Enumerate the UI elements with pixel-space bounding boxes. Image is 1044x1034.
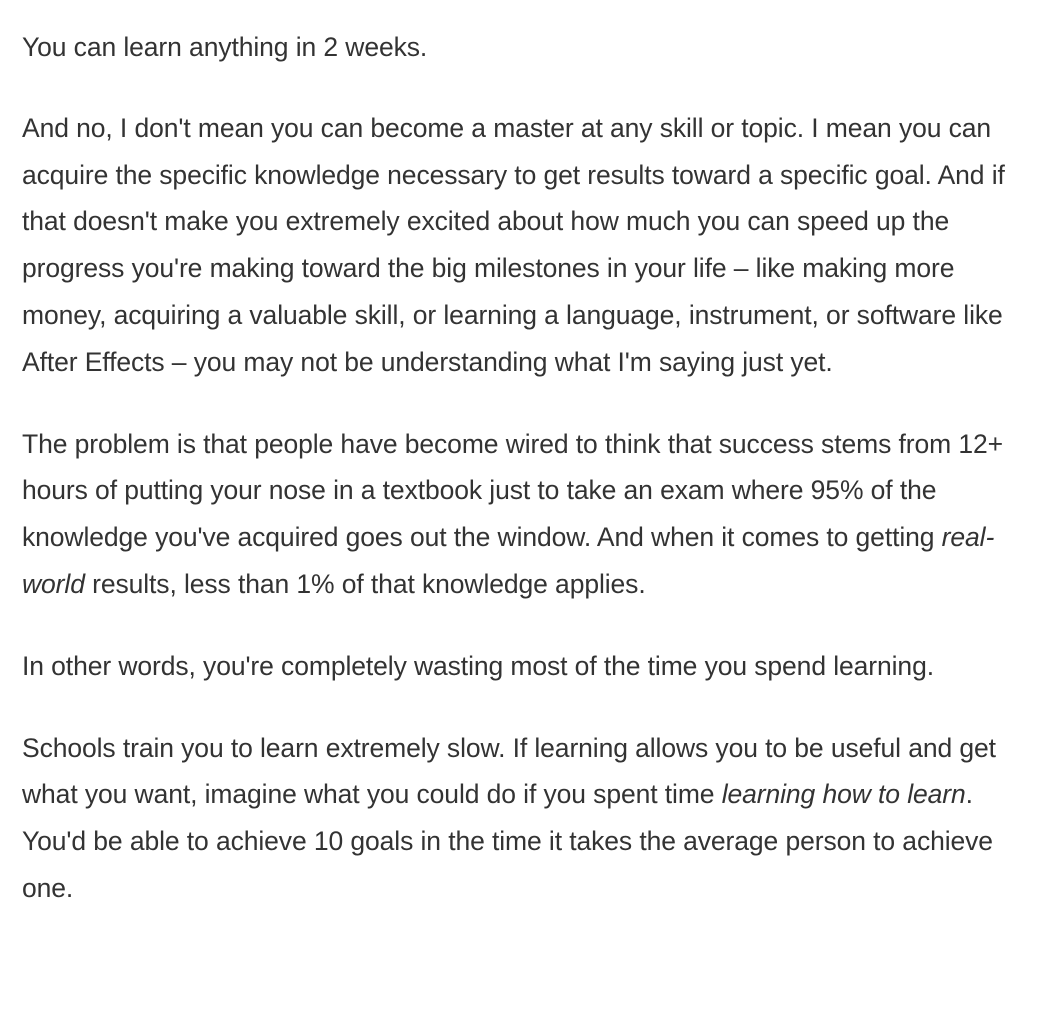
paragraph-other-words-text: In other words, you're completely wasting most of the time you spend learning. bbox=[22, 650, 934, 681]
paragraph-schools bbox=[22, 725, 1022, 912]
paragraph-schools-emphasis: learning how to learn bbox=[721, 779, 966, 810]
paragraph-schools-text-end: . You'd be able to achieve 10 goals in the time it takes the average person to achieve one. bbox=[22, 779, 993, 903]
paragraph-explanation-text: And no, I don't mean you can become a master at any skill or topic. I mean you can acquire the specific knowledge necessary to get results toward a specific goal. And if that doesn't make you extremely excited about how much you can speed up the progress you're making toward the big milestones in your life – like making more money, acquiring a valuable skill, or learning a language, instrument, or software like After Effects – you may not be understanding what I'm saying just yet. bbox=[22, 112, 1005, 377]
paragraph-intro bbox=[22, 24, 1022, 71]
paragraph-intro-text: You can learn anything in 2 weeks. bbox=[22, 32, 428, 62]
paragraph-other-words bbox=[22, 643, 1022, 690]
paragraph-problem bbox=[22, 421, 1022, 608]
paragraph-problem-emphasis: real-world bbox=[22, 522, 995, 599]
paragraph-problem-text-start: The problem is that people have become wired to think that success stems from 12+ hours of putting your nose in a textbook just to take an exam where 95% of the knowledge you've acquired goes out the window. And when it comes to getting bbox=[22, 428, 1003, 553]
paragraph-problem-text-end: results, less than 1% of that knowledge applies. bbox=[84, 568, 646, 599]
paragraph-schools-text-start: Schools train you to learn extremely slow. If learning allows you to be useful and get what you want, imagine what you could do if you spent time bbox=[22, 732, 996, 810]
paragraph-explanation bbox=[22, 105, 1022, 386]
